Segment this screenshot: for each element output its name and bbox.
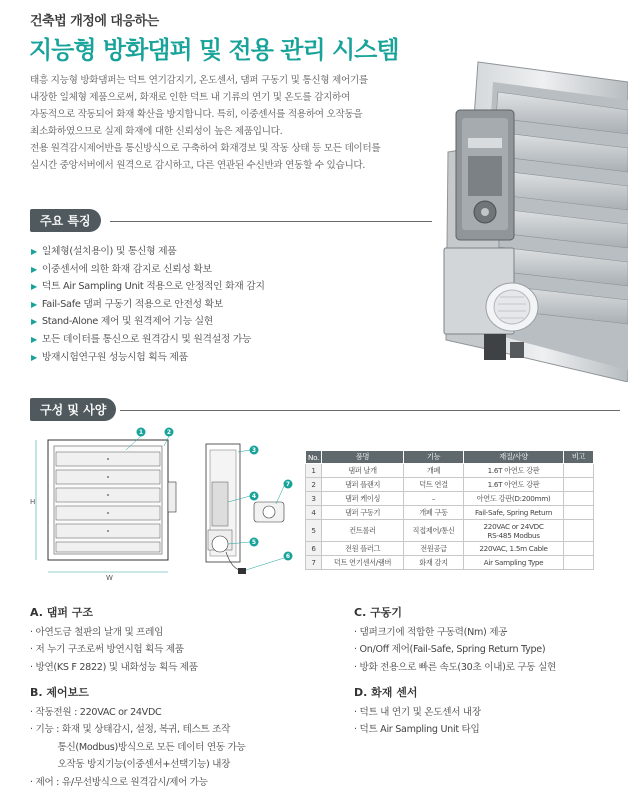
list-item: 통신(Modbus)방식으로 모든 데이터 연동 가능 — [30, 741, 246, 753]
page-subtitle: 건축법 개정에 대응하는 — [30, 14, 159, 29]
table-row — [306, 506, 594, 520]
table-header-row — [306, 451, 594, 464]
table-cell: 덕트 연기센서/램버 — [322, 556, 404, 570]
table-cell: 덕트 연결 — [404, 478, 464, 492]
list-item: ▶ 덕트 Air Sampling Unit 적용으로 안정적인 화재 감지 — [31, 281, 265, 293]
table-row — [306, 556, 594, 570]
list-item: · 덕트 Air Sampling Unit 타입 — [354, 724, 480, 736]
table-row — [306, 520, 594, 542]
table-row — [306, 492, 594, 506]
table-cell: 댐퍼 구동기 — [322, 506, 404, 520]
list-item: · 작동전원 : 220VAC or 24VDC — [30, 707, 162, 718]
category-c-list — [354, 624, 556, 676]
callout-4: 4 — [251, 493, 257, 501]
column-header: 품명 — [322, 451, 404, 464]
table-cell: 전원 플러그 — [322, 542, 404, 556]
table-cell — [564, 492, 594, 506]
table-cell: 댐퍼 플랜지 — [322, 478, 404, 492]
category-b-list — [30, 704, 246, 791]
category-b-title: B. 제어보드 — [30, 686, 89, 699]
triangle-bullet-icon: ▶ — [31, 282, 37, 292]
table-cell: Fail-Safe, Spring Return — [464, 506, 564, 520]
table-cell: 4 — [306, 506, 322, 520]
category-b — [30, 684, 246, 791]
list-item: · 제어 : 유/무선방식으로 원격감시/제어 가능 — [30, 776, 208, 788]
list-item: ▶ Fail-Safe 댐퍼 구동기 적용으로 안전성 확보 — [31, 298, 223, 310]
list-item: · 덕트 내 연기 및 온도센서 내장 — [354, 707, 481, 718]
features-list — [31, 243, 265, 366]
column-header: 기능 — [404, 451, 464, 464]
intro-line: 전용 원격감시제어반을 통신방식으로 구축하여 화재경보 및 작동 상태 등 모든 데이터를 — [30, 143, 381, 154]
list-item: ▶ Stand-Alone 제어 및 원격제어 기능 실현 — [31, 316, 213, 328]
triangle-bullet-icon: ▶ — [31, 247, 37, 256]
triangle-bullet-icon: ▶ — [31, 352, 37, 362]
dimension-h-label: H — [30, 498, 36, 506]
table-row — [306, 464, 594, 478]
spec-table — [305, 450, 594, 570]
list-item: ▶ 일체형(설치용이) 및 통신형 제품 — [31, 246, 177, 257]
table-cell: 직접제어/통신 — [404, 520, 464, 542]
category-c — [354, 604, 556, 676]
callout-3: 3 — [251, 447, 257, 455]
callout-5: 5 — [251, 539, 257, 547]
table-cell — [564, 542, 594, 556]
callout-6: 6 — [285, 553, 291, 561]
column-header: 재질/사양 — [464, 451, 564, 464]
list-item: · 아연도금 철판의 날개 및 프레임 — [30, 627, 164, 638]
dimension-w-label: W — [106, 574, 113, 582]
list-item: · 저 누기 구조로써 방연시험 획득 제품 — [30, 644, 184, 656]
intro-line: 최소화하였으므로 실제 화재에 대한 신뢰성이 높은 제품입니다. — [30, 126, 283, 137]
callout-7: 7 — [285, 481, 291, 489]
table-cell: 개폐 구동 — [404, 506, 464, 520]
features-heading: 주요 특징 — [30, 209, 101, 232]
table-cell: – — [404, 492, 464, 506]
table-cell: Air Sampling Type — [464, 556, 564, 570]
column-header: No. — [306, 451, 322, 464]
list-item: · 방화 전용으로 빠른 속도(30초 이내)로 구동 실현 — [354, 661, 556, 673]
table-cell: 6 — [306, 542, 322, 556]
table-cell — [564, 556, 594, 570]
table-cell: 화재 감지 — [404, 556, 464, 570]
column-header: 비고 — [564, 451, 594, 464]
table-cell: 5 — [306, 520, 322, 542]
table-row — [306, 542, 594, 556]
table-cell: 3 — [306, 492, 322, 506]
category-d — [354, 684, 481, 739]
category-a-list — [30, 624, 198, 676]
table-cell: 7 — [306, 556, 322, 570]
table-cell: 아연도 강판(D:200mm) — [464, 492, 564, 506]
table-cell: 1.6T 아연도 강판 — [464, 464, 564, 478]
table-cell — [564, 520, 594, 542]
table-cell: 2 — [306, 478, 322, 492]
category-d-title: D. 화재 센서 — [354, 686, 418, 699]
features-divider — [110, 221, 432, 222]
list-item: 오작동 방지기능(이중센서+선택기능) 내장 — [30, 759, 231, 771]
table-cell: 전원공급 — [404, 542, 464, 556]
category-c-title: C. 구동기 — [354, 606, 402, 619]
table-cell — [564, 506, 594, 520]
table-cell: 개폐 — [404, 464, 464, 478]
list-item: · 댐퍼크기에 적합한 구동력(Nm) 제공 — [354, 627, 508, 638]
triangle-bullet-icon: ▶ — [31, 334, 37, 344]
intro-paragraph — [30, 72, 450, 174]
table-cell: 1 — [306, 464, 322, 478]
damper-diagram — [26, 422, 301, 587]
table-cell: 컨트롤러 — [322, 520, 404, 542]
triangle-bullet-icon: ▶ — [31, 264, 37, 274]
spec-heading: 구성 및 사양 — [30, 398, 116, 421]
callout-1: 1 — [138, 429, 144, 437]
list-item: · 방연(KS F 2822) 및 내화성능 획득 제품 — [30, 661, 198, 673]
intro-line: 내장한 일체형 제품으로써, 화재로 인한 덕트 내 기류의 연기 및 온도를 감지하여 — [30, 92, 350, 103]
triangle-bullet-icon: ▶ — [31, 317, 37, 327]
product-photo — [438, 52, 628, 382]
table-cell: 댐퍼 날개 — [322, 464, 404, 478]
intro-line: 태흥 지능형 방화댐퍼는 덕트 연기감지기, 온도센서, 댐퍼 구동기 및 통신형 제어기를 — [30, 75, 368, 86]
category-a — [30, 604, 198, 676]
triangle-bullet-icon: ▶ — [31, 299, 37, 309]
list-item: · 기능 : 화재 및 상태감시, 설정, 복귀, 테스트 조작 — [30, 724, 231, 736]
table-cell — [564, 478, 594, 492]
table-cell — [564, 464, 594, 478]
table-cell: 댐퍼 케이싱 — [322, 492, 404, 506]
callout-2: 2 — [166, 429, 172, 437]
table-cell: 220VAC or 24VDC RS-485 Modbus — [464, 520, 564, 542]
spec-divider — [120, 410, 620, 411]
list-item: ▶ 이중센서에 의한 화재 감지로 신뢰성 확보 — [31, 263, 212, 275]
category-a-title: A. 댐퍼 구조 — [30, 606, 94, 619]
list-item: ▶ 방재시험연구원 성능시험 획득 제품 — [31, 351, 188, 363]
intro-line: 자동적으로 작동되어 화재 확산을 방지합니다. 특히, 이중센서를 적용하여 오작동을 — [30, 109, 363, 120]
category-d-list — [354, 704, 481, 739]
table-cell: 220VAC, 1.5m Cable — [464, 542, 564, 556]
intro-line: 실시간 중앙서버에서 원격으로 감시하고, 다른 연관된 수신반과 연동할 수 있습니다. — [30, 160, 366, 171]
list-item: · On/Off 제어(Fail-Safe, Spring Return Type) — [354, 644, 546, 656]
table-cell: 1.6T 아연도 강판 — [464, 478, 564, 492]
table-row — [306, 478, 594, 492]
list-item: ▶ 모든 데이터를 통신으로 원격감시 및 원격설정 가능 — [31, 333, 252, 345]
page-title: 지능형 방화댐퍼 및 전용 관리 시스템 — [29, 36, 399, 64]
